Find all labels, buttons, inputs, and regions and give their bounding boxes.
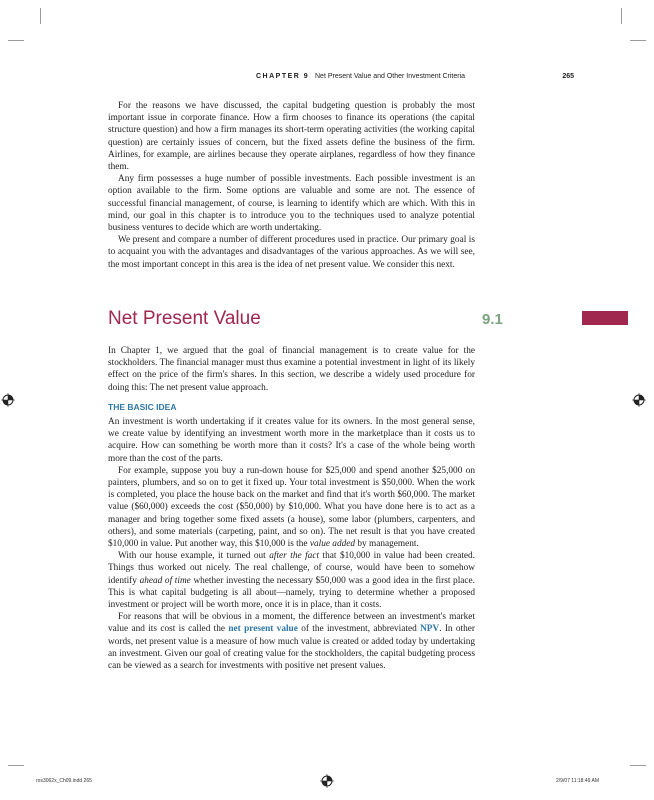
crop-mark (8, 765, 24, 766)
intro-paragraph: We present and compare a number of different procedures used in practice. Our primary goal is to acquaint you with the advantages and disadvantages of the various approaches. As we will see, the most important concept in this area is the idea of net present value. We consider this next. (108, 235, 475, 270)
crop-mark (40, 8, 41, 24)
registration-mark-icon (320, 774, 334, 788)
intro-paragraph: For the reasons we have discussed, the capital budgeting question is probably the most important issue in corporate finance. How a firm chooses to finance its operations (the capital structure question) and how a firm manages its short-term operating activities (the working capital question) are certainly issues of concern, but the fixed assets define the business of the firm. Airlines, for example, are airlines because they operate airplanes, regardless of how they finance them. (108, 101, 475, 173)
footer-timestamp: 2/9/07 11:18:49 AM (556, 778, 599, 784)
section-color-bar (582, 311, 628, 325)
chapter-title: Net Present Value and Other Investment Criteria (315, 73, 466, 80)
section-number: 9.1 (482, 311, 503, 328)
section-intro (108, 345, 475, 394)
subsection-title: THE BASIC IDEA (108, 402, 177, 412)
registration-mark-icon (1, 393, 15, 407)
intro-text (108, 100, 475, 271)
emphasis-ahead-of-time: ahead of time (139, 575, 191, 586)
text-run: For example, suppose you buy a run-down house for $25,000 and spend another $25,000 on painters, plumbers, and so on to get it fixed up. Your total investment is $50,000. When the work is completed, you place the house back on the market and find that it's worth $60,000. The market value ($60,000) exceeds the cost ($50,000) by $10,000. What you have done here is to act as a manager and bring together some fixed assets (a house), some labor (plumbers, carpenters, and others), and some materials (carpeting, paint, and so on). The net result is that you have created $10,000 in value. Put another way, this $10,000 is the (108, 465, 475, 550)
basic-idea-paragraph: An investment is worth undertaking if it creates value for its owners. In the most general sense, we create value by identifying an investment worth more in the marketplace than it costs us to acquire. How can something be worth more than it costs? It's a case of the whole being worth more than the cost of the parts. (108, 417, 475, 464)
key-term-npv: NPV (420, 624, 440, 635)
footer-file-info: ros3062x_Ch09.indd 265 (36, 778, 92, 784)
basic-idea-text (108, 416, 475, 672)
text-run: . In other words, net present value is a measure of how much value is created or added today by undertaking an investment. Given our goal of creating value for the stockholders, the capital budgeting process can be viewed as a search for investments with positive net present values. (108, 624, 476, 672)
text-run: With our house example, it turned out (118, 551, 266, 562)
basic-idea-paragraph (108, 465, 475, 550)
chapter-label: CHAPTER 9 (256, 73, 310, 80)
text-run: For reasons that will be obvious in a moment, the difference between an investment's market value and its cost is called the (108, 612, 475, 635)
text-run: by management. (357, 539, 419, 550)
crop-mark (621, 8, 622, 24)
basic-idea-paragraph (108, 550, 475, 611)
running-header (110, 70, 584, 84)
section-title: Net Present Value (108, 308, 261, 329)
text-run: of the investment, abbreviated (301, 624, 417, 635)
intro-paragraph: Any firm possesses a huge number of possible investments. Each possible investment is an option available to the firm. Some options are valuable and some are not. The essence of successful financial management, of course, is learning to identify which are which. With this in mind, our goal in this chapter is to introduce you to the techniques used to analyze potential business ventures to decide which are worth undertaking. (108, 174, 475, 234)
section-intro-paragraph: In Chapter 1, we argued that the goal of financial management is to create value for the stockholders. The financial manager must thus examine a potential investment in light of its likely effect on the price of the firm's shares. In this section, we describe a widely used procedure for doing this: The net present value approach. (108, 346, 475, 393)
emphasis-after-the-fact: after the fact (269, 551, 320, 562)
crop-mark (630, 765, 646, 766)
emphasis-value-added: value added (309, 539, 356, 550)
registration-mark-icon (632, 393, 646, 407)
crop-mark (8, 40, 24, 41)
text-run: whether investing the necessary $50,000 was a good idea in the first place. This is what capital budgeting is all about—namely, trying to determine whether a proposed investment or project will be worth more, once it is in place, than it costs. (108, 575, 475, 611)
crop-mark (630, 40, 646, 41)
page-number: 265 (562, 73, 574, 80)
key-term-net-present-value: net present value (228, 624, 298, 635)
basic-idea-paragraph (108, 611, 475, 672)
text-run: that $10,000 in value had been created. Things thus worked out nicely. The real challenge, of course, would have been to somehow identify (108, 551, 476, 586)
